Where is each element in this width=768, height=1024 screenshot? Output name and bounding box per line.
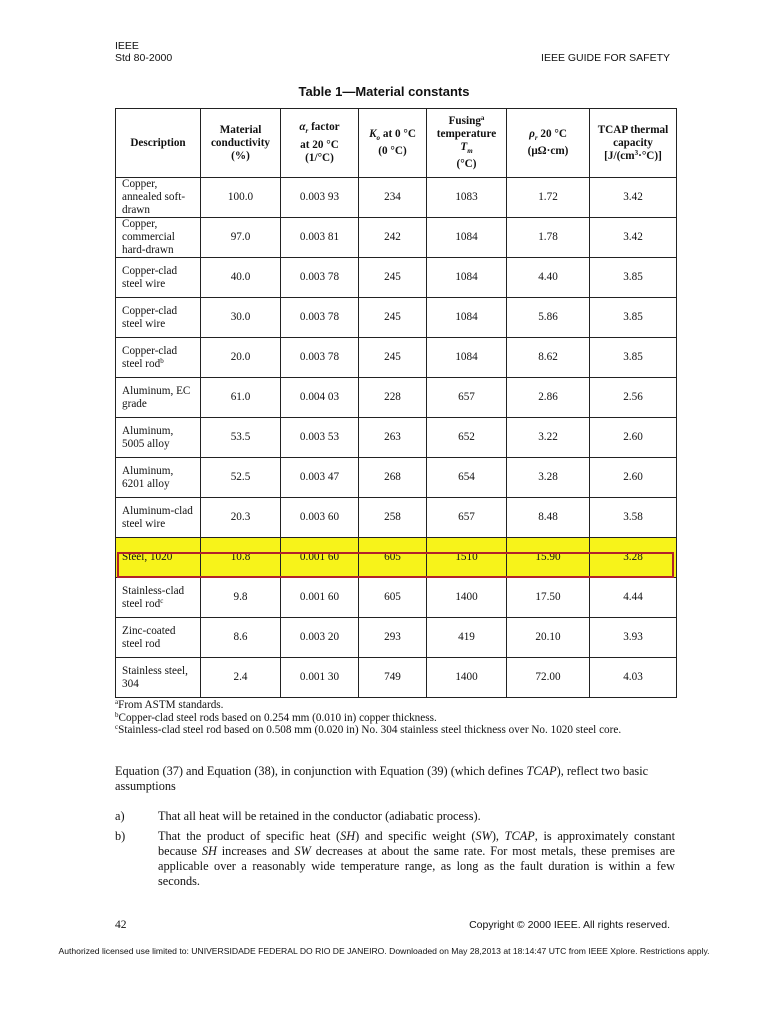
table-cell: 228 [359,378,427,418]
footnote-a: $^a$From ASTM standards. [115,698,224,711]
body-paragraph: Equation (37) and Equation (38), in conjunction with Equation (39) (which defines TCAP), reflect two basic assumptions [115,764,649,793]
table-cell: 4.44 [590,578,677,618]
header-std: Std 80-2000 [115,52,173,64]
table-cell: 0.003 47 [281,458,359,498]
table-cell: 20.10 [507,618,590,658]
table-cell: 245 [359,298,427,338]
table-cell: 749 [359,658,427,698]
table-cell: 30.0 [201,298,281,338]
table-cell: 4.03 [590,658,677,698]
table-cell: 2.60 [590,418,677,458]
material-description-cell: Stainless steel, 304 [116,658,201,698]
table-cell: 97.0 [201,218,281,258]
table-cell: 654 [427,458,507,498]
table-cell: 2.4 [201,658,281,698]
table-row [116,338,677,378]
footnote-c-text: Stainless-clad steel rod based on 0.508 mm (0.020 in) No. 304 stainless steel thickness over No. 1020 steel core. [118,724,622,736]
material-description-cell: Copper-clad steel wire [116,298,201,338]
table-title: Table 1—Material constants [298,84,470,99]
material-description-cell: Aluminum-clad steel wire [116,498,201,538]
column-header-tcap: TCAP thermal capacity $[J/(cm^3\cdot^\circ C)]$ [590,109,677,178]
footnote-b-text: Copper-clad steel rods based on 0.254 mm (0.010 in) copper thickness. [118,711,437,724]
table-cell: 3.28 [590,538,677,578]
table-cell: 8.62 [507,338,590,378]
table-row [116,178,677,218]
material-description-cell: Aluminum, 5005 alloy [116,418,201,458]
table-cell: 52.5 [201,458,281,498]
table-cell: 1083 [427,178,507,218]
table-cell: 1084 [427,218,507,258]
table-footnotes [115,699,621,737]
table-cell: 605 [359,578,427,618]
material-constants-table [115,108,677,698]
table-cell: 53.5 [201,418,281,458]
table-cell: 0.003 78 [281,338,359,378]
table-cell: 2.86 [507,378,590,418]
footnote-b: $^b$Copper-clad steel rods based on 0.254 mm (0.010 in) copper thickness. [115,710,437,724]
material-description-cell: Copper-clad steel wire [116,258,201,298]
table-cell: 245 [359,338,427,378]
material-description-cell: Stainless-clad steel rod$^c$ [116,578,201,618]
table-cell: 61.0 [201,378,281,418]
table-cell: 1.72 [507,178,590,218]
footnote-marker: b [160,356,164,365]
running-header-title: IEEE GUIDE FOR SAFETY [541,52,670,64]
table-cell: 3.85 [590,298,677,338]
table-row [116,578,677,618]
table-cell: 657 [427,378,507,418]
list-text-b: That the product of specific heat (SH) and specific weight (SW), TCAP, is approximately constant because SH increases and SW decreases at about the same rate. For most metals, these premises are applicable over a reasonably wide temperature range, as long as the fault duration is within a few seconds. [158,829,675,888]
column-header-fusing-temperature: Fusing$^a$ temperature $T_m$ (°C) [427,109,507,178]
copyright-notice: Copyright © 2000 IEEE. All rights reserved. [469,919,670,931]
running-header-left [115,40,172,64]
table-cell: 245 [359,258,427,298]
table-cell: 268 [359,458,427,498]
table-cell: 0.004 03 [281,378,359,418]
table-cell: 242 [359,218,427,258]
table-cell: 5.86 [507,298,590,338]
table-cell: 15.90 [507,538,590,578]
table-cell: 605 [359,538,427,578]
table-cell: 258 [359,498,427,538]
material-description-cell: Aluminum, EC grade [116,378,201,418]
table-cell: 0.003 60 [281,498,359,538]
table-row [116,658,677,698]
table-cell: 2.56 [590,378,677,418]
table-cell: 419 [427,618,507,658]
column-header-ko: $K_o$ at 0 °C (0 °C) [359,109,427,178]
table-cell: 3.22 [507,418,590,458]
table-cell: 1084 [427,298,507,338]
table-cell: 0.003 20 [281,618,359,658]
table-cell: 1400 [427,578,507,618]
material-description-cell: Copper, commercial hard-drawn [116,218,201,258]
footnote-c: $^c$Stainless-clad steel rod based on 0.508 mm (0.020 in) No. 304 stainless steel thickness over No. 1020 steel core. [115,723,622,736]
material-description-cell: Copper-clad steel rod$^b$ [116,338,201,378]
table-cell: 293 [359,618,427,658]
material-description-cell: Zinc-coated steel rod [116,618,201,658]
table-cell: 0.003 93 [281,178,359,218]
list-text-a: That all heat will be retained in the conductor (adiabatic process). [158,809,481,823]
table-row [116,258,677,298]
column-header-description: Description [116,109,201,178]
table-cell: 8.6 [201,618,281,658]
table-cell: 4.40 [507,258,590,298]
table-cell: 263 [359,418,427,458]
table-cell: 40.0 [201,258,281,298]
table-row [116,538,677,578]
table-cell: 0.001 60 [281,578,359,618]
column-header-alpha-factor: $\alpha_r$ factor at 20 °C (1/°C) [281,109,359,178]
license-notice: Authorized licensed use limited to: UNIVERSIDADE FEDERAL DO RIO DE JANEIRO. Downloaded on May 28,2013 at 18:14:47 UTC from IEEE Xplore. Restrictions apply. [58,946,710,956]
table-cell: 1084 [427,338,507,378]
table-cell: 0.003 78 [281,298,359,338]
page-number: 42 [115,919,127,931]
footnote-a-text: From ASTM standards. [118,699,224,711]
table-cell: 0.003 78 [281,258,359,298]
material-description-cell: Aluminum, 6201 alloy [116,458,201,498]
table-row [116,618,677,658]
table-cell: 1.78 [507,218,590,258]
table-row [116,498,677,538]
table-row [116,218,677,258]
table-cell: 1510 [427,538,507,578]
table-cell: 10.8 [201,538,281,578]
list-label-a: a) [115,809,125,823]
table-cell: 9.8 [201,578,281,618]
material-description-cell: Copper, annealed soft-drawn [116,178,201,218]
table-cell: 1084 [427,258,507,298]
table-cell: 20.0 [201,338,281,378]
table-cell: 1400 [427,658,507,698]
table-cell: 3.93 [590,618,677,658]
table-cell: 3.85 [590,338,677,378]
table-cell: 100.0 [201,178,281,218]
table-cell: 3.42 [590,178,677,218]
table-cell: 0.001 30 [281,658,359,698]
column-header-resistivity: $\rho_r$ 20 °C (μΩ·cm) [507,109,590,178]
table-row [116,378,677,418]
table-cell: 8.48 [507,498,590,538]
table-cell: 0.003 81 [281,218,359,258]
table-cell: 3.42 [590,218,677,258]
table-row [116,418,677,458]
table-cell: 0.003 53 [281,418,359,458]
table-row [116,458,677,498]
list-label-b: b) [115,829,126,843]
table-cell: 20.3 [201,498,281,538]
table-row [116,298,677,338]
table-cell: 72.00 [507,658,590,698]
table-cell: 3.85 [590,258,677,298]
table-cell: 3.28 [507,458,590,498]
footnote-marker: c [160,596,164,605]
table-cell: 657 [427,498,507,538]
table-cell: 17.50 [507,578,590,618]
header-org: IEEE [115,40,139,52]
material-description-cell: Steel, 1020 [116,538,201,578]
table-cell: 652 [427,418,507,458]
column-header-conductivity: Material conductivity (%) [201,109,281,178]
table-cell: 2.60 [590,458,677,498]
table-cell: 3.58 [590,498,677,538]
table-cell: 0.001 60 [281,538,359,578]
table-header-row [116,109,677,178]
table-cell: 234 [359,178,427,218]
